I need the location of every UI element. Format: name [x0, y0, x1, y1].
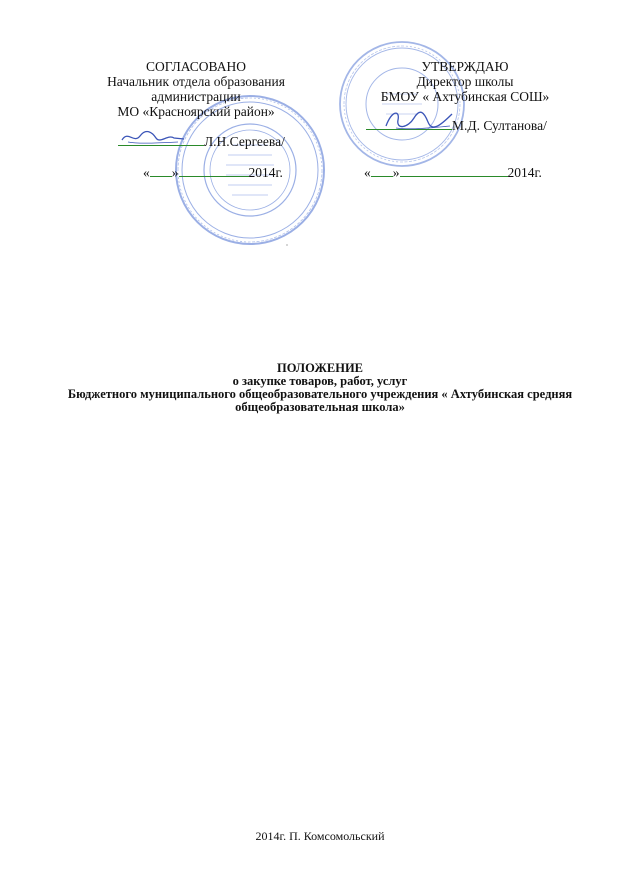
approval-right-signature-line	[366, 117, 547, 134]
date-month-blank	[400, 164, 508, 177]
approval-left-org-line1: администрации	[151, 89, 241, 104]
approval-left-year: 2014г.	[248, 165, 283, 180]
document-heading: ПОЛОЖЕНИЕ	[276, 361, 364, 375]
date-open-quote: «	[364, 165, 371, 180]
document-org-line1: Бюджетного муниципального общеобразовательного учреждения « Ахтубинская средняя	[67, 387, 573, 401]
date-close-quote: »	[392, 165, 400, 180]
approval-right-date-line	[364, 164, 542, 181]
scan-dot-mark	[286, 244, 288, 246]
document-title-block	[40, 362, 600, 414]
right-seal-stamp-icon	[336, 38, 468, 170]
approval-right-position: Директор школы	[416, 74, 514, 89]
date-month-blank	[179, 164, 249, 177]
document-org-line2: общеобразовательная школа»	[235, 400, 405, 414]
signature-blank	[366, 117, 452, 130]
date-day-blank	[150, 164, 172, 177]
approval-right-title: УТВЕРЖДАЮ	[421, 59, 509, 74]
approval-right-signatory: М.Д. Султанова/	[452, 118, 547, 133]
date-open-quote: «	[143, 165, 150, 180]
approval-right-org-line: БМОУ « Ахтубинская СОШ»	[380, 89, 550, 104]
approval-left-signature-line	[118, 133, 285, 150]
document-subtitle: о закупке товаров, работ, услуг	[232, 374, 408, 388]
document-footer-place: 2014г. П. Комсомольский	[255, 829, 385, 843]
approval-left-signatory: Л.Н.Сергеева/	[204, 134, 285, 149]
approval-left-date-line	[143, 164, 283, 181]
approval-left-title: СОГЛАСОВАНО	[146, 59, 246, 74]
approval-right-year: 2014г.	[507, 165, 542, 180]
approval-block-left	[90, 59, 302, 119]
date-day-blank	[371, 164, 393, 177]
approval-block-right	[360, 59, 570, 104]
date-close-quote: »	[171, 165, 179, 180]
approval-left-position: Начальник отдела образования	[107, 74, 285, 89]
approval-left-org-line2: МО «Красноярский район»	[117, 104, 275, 119]
signature-blank	[118, 133, 204, 146]
